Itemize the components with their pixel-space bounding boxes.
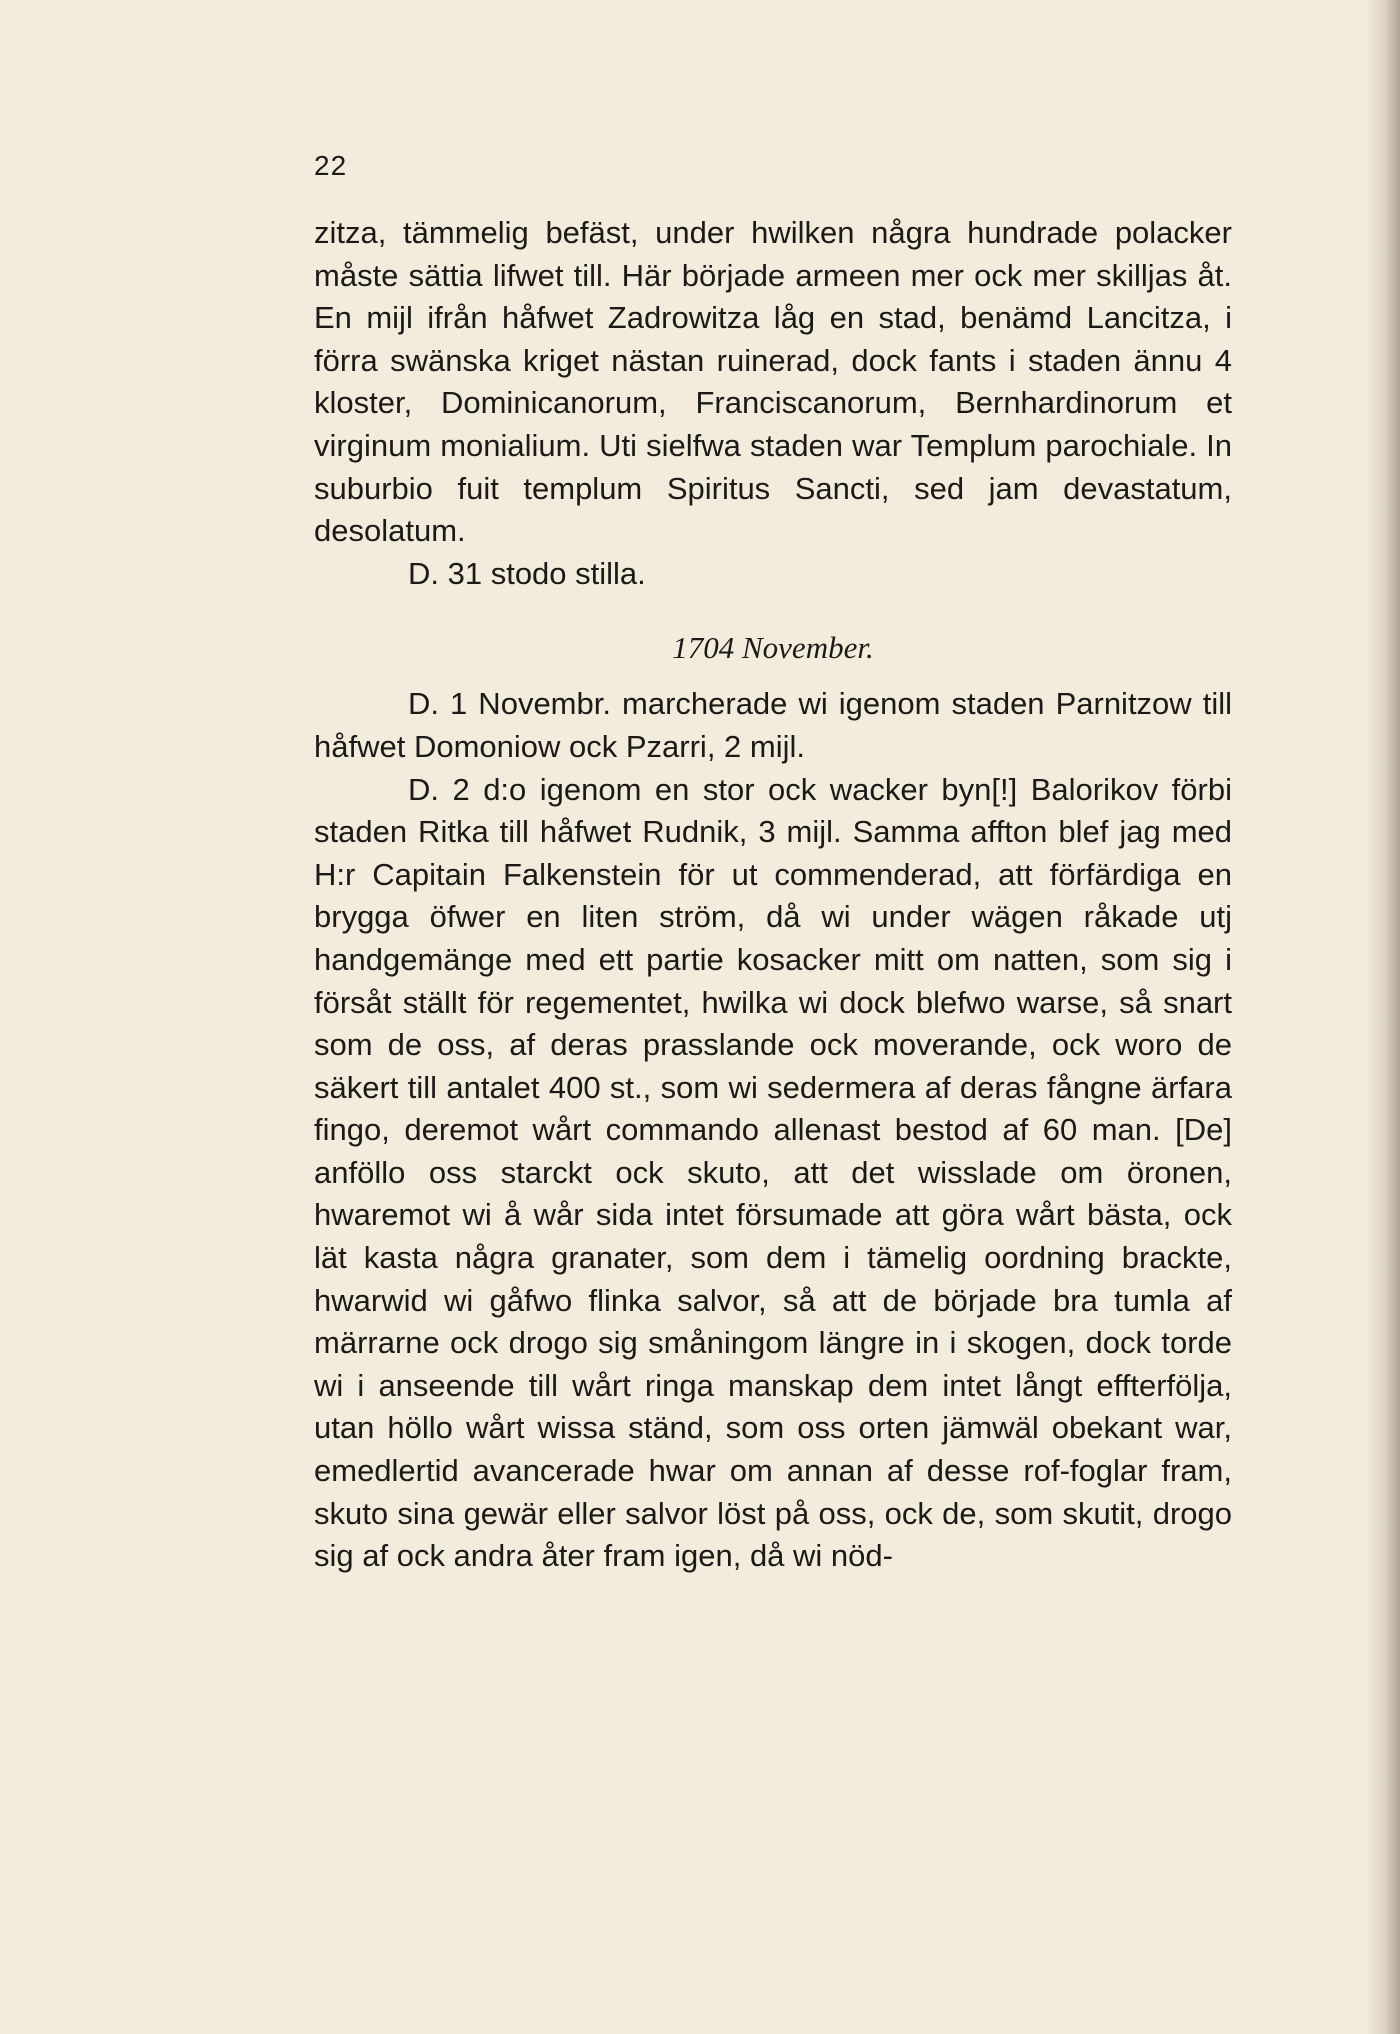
body-text	[314, 212, 1232, 1578]
paragraph-3: D. 1 Novembr. marcherade wi igenom staden Parnitzow till håfwet Domoniow ock Pzarri, 2 mijl.	[314, 686, 1232, 764]
section-heading: 1704 November.	[672, 630, 874, 666]
paragraph-2: D. 31 stodo stilla.	[408, 555, 646, 591]
paragraph-1: zitza, tämmelig befäst, under hwilken några hundrade polacker måste sättia lifwet till. Här började armeen mer ock mer skilljas åt. En mijl ifrån håfwet Zadrowitza låg en stad, benämd Lancitza, i förra swänska kriget nästan ruinerad, dock fants i staden ännu 4 kloster, Dominicanorum, Franciscanorum, Bernhardinorum et virginum monialium. Uti sielfwa staden war Templum parochiale. In suburbio fuit templum Spiritus Sancti, sed jam devastatum, desolatum.	[314, 215, 1232, 549]
paragraph-4: D. 2 d:o igenom en stor ock wacker byn[!] Balorikov förbi staden Ritka till håfwet Rudnik, 3 mijl. Samma affton blef jag med H:r Capitain Falkenstein för ut commenderad, att förfärdiga en brygga öfwer en liten ström, då wi under wägen råkade utj handgemänge med ett partie kosacker mitt om natten, som sig i försåt ställt för regementet, hwilka wi dock blefwo warse, så snart som de oss, af deras prasslande ock moverande, ock woro de säkert till antalet 400 st., som wi sedermera af deras fångne ärfara fingo, deremot wårt commando allenast bestod af 60 man. [De] anföllo oss starckt ock skuto, att det wisslade om öronen, hwaremot wi å wår sida intet försumade att göra wårt bästa, ock lät kasta några granater, som dem i tämelig oordning brackte, hwarwid wi gåfwo flinka salvor, så att de började bra tumla af märrarne ock drogo sig småningom längre in i skogen, dock torde wi i anseende till wårt ringa manskap dem intet långt effterfölja, utan höllo wårt wissa ständ, som oss orten jämwäl obekant war, emedlertid avancerade hwar om annan af desse rof-foglar fram, skuto sina gewär eller salvor löst på oss, ock de, som skutit, drogo sig af ock andra åter fram igen, då wi nöd-	[314, 771, 1232, 1574]
page-number: 22	[314, 150, 348, 181]
